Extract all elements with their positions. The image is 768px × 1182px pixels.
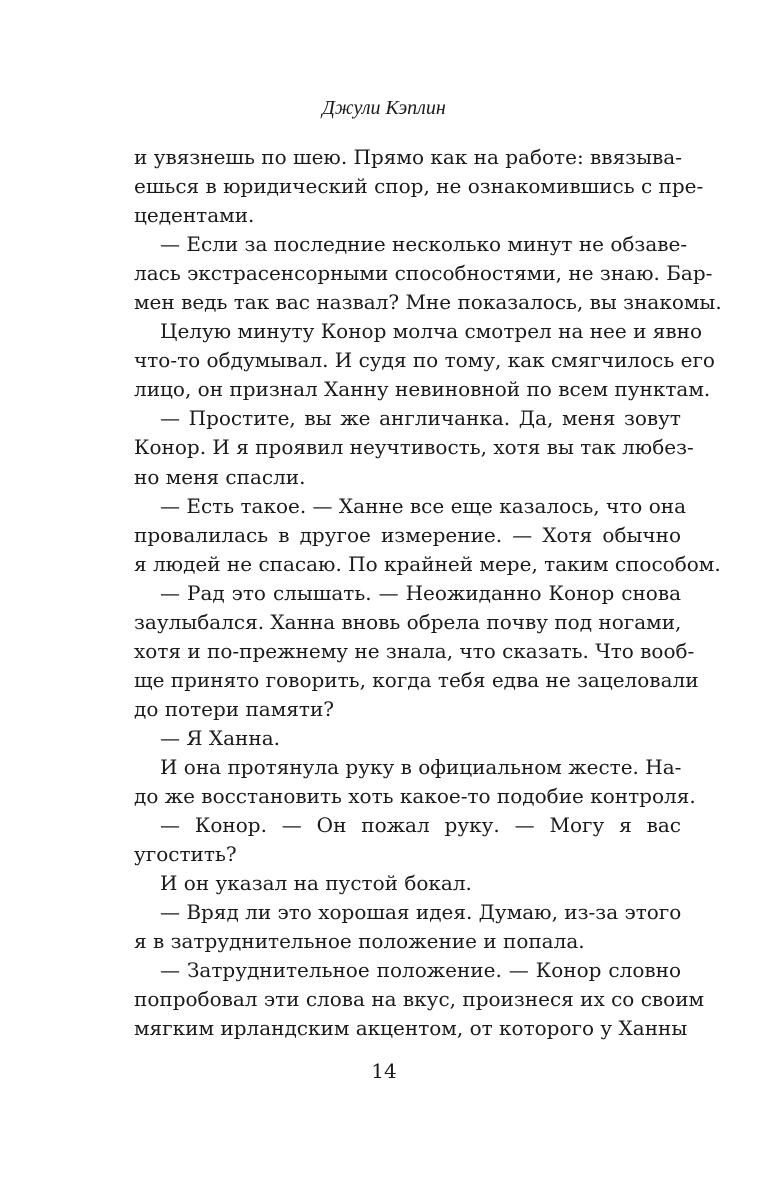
text-line: я в затруднительное положение и попала. — [134, 929, 585, 954]
text-line: лась экстрасенсорными способностями, не знаю. Бар- — [134, 261, 713, 286]
text-line: до потери памяти? — [134, 696, 335, 721]
text-line: хотя и по-прежнему не знала, что сказать. Что вооб- — [134, 638, 695, 663]
text-line: — Вряд ли это хорошая идея. Думаю, из-за этого — [160, 900, 682, 925]
text-line: я людей не спасаю. По крайней мере, таким способом. — [134, 551, 721, 576]
text-line: — Если за последние несколько минут не обзаве- — [160, 232, 688, 257]
text-line: ще принято говорить, когда тебя едва не зацеловали — [134, 667, 699, 692]
text-line: И он указал на пустой бокал. — [160, 871, 472, 896]
text-line: цедентами. — [134, 203, 255, 228]
text-line: мен ведь так вас назвал? Мне показалось, вы знакомы. — [134, 290, 722, 315]
text-line: — Простите, вы же англичанка. Да, меня зовут — [160, 406, 681, 431]
text-line: что-то обдумывал. И судя по тому, как смягчилось его — [134, 348, 715, 373]
text-line: заулыбался. Ханна вновь обрела почву под ногами, — [134, 609, 682, 634]
text-line: до же восстановить хоть какое-то подобие контроля. — [134, 784, 696, 809]
text-line: И она протянула руку в официальном жесте. На- — [160, 754, 682, 779]
text-line: провалилась в другое измерение. — Хотя обычно — [134, 522, 681, 547]
text-line: — Есть такое. — Ханне все еще казалось, что она — [160, 493, 686, 518]
text-line: угостить? — [134, 842, 237, 867]
text-line: Конор. И я проявил неучтивость, хотя вы так любез- — [134, 435, 694, 460]
text-line: — Рад это слышать. — Неожиданно Конор снова — [160, 580, 681, 605]
page-number: 14 — [371, 1059, 397, 1083]
text-line: — Конор. — Он пожал руку. — Могу я вас — [160, 813, 681, 838]
text-line: мягким ирландским акцентом, от которого у Ханны — [134, 1016, 688, 1041]
body-text — [134, 143, 722, 1043]
text-line: попробовал эти слова на вкус, произнеся их со своим — [134, 987, 705, 1012]
text-line: но меня спасли. — [134, 464, 306, 489]
running-header: Джули Кэплин — [322, 97, 446, 119]
text-line: — Я Ханна. — [160, 725, 280, 750]
text-line: и увязнешь по шею. Прямо как на работе: ввязыва- — [134, 145, 682, 169]
text-line: ешься в юридический спор, не ознакомившись с пре- — [134, 174, 704, 199]
text-line: Целую минуту Конор молча смотрел на нее и явно — [160, 319, 703, 344]
text-line: лицо, он признал Ханну невиновной по всем пунктам. — [134, 377, 711, 402]
text-line: — Затруднительное положение. — Конор словно — [160, 958, 681, 983]
